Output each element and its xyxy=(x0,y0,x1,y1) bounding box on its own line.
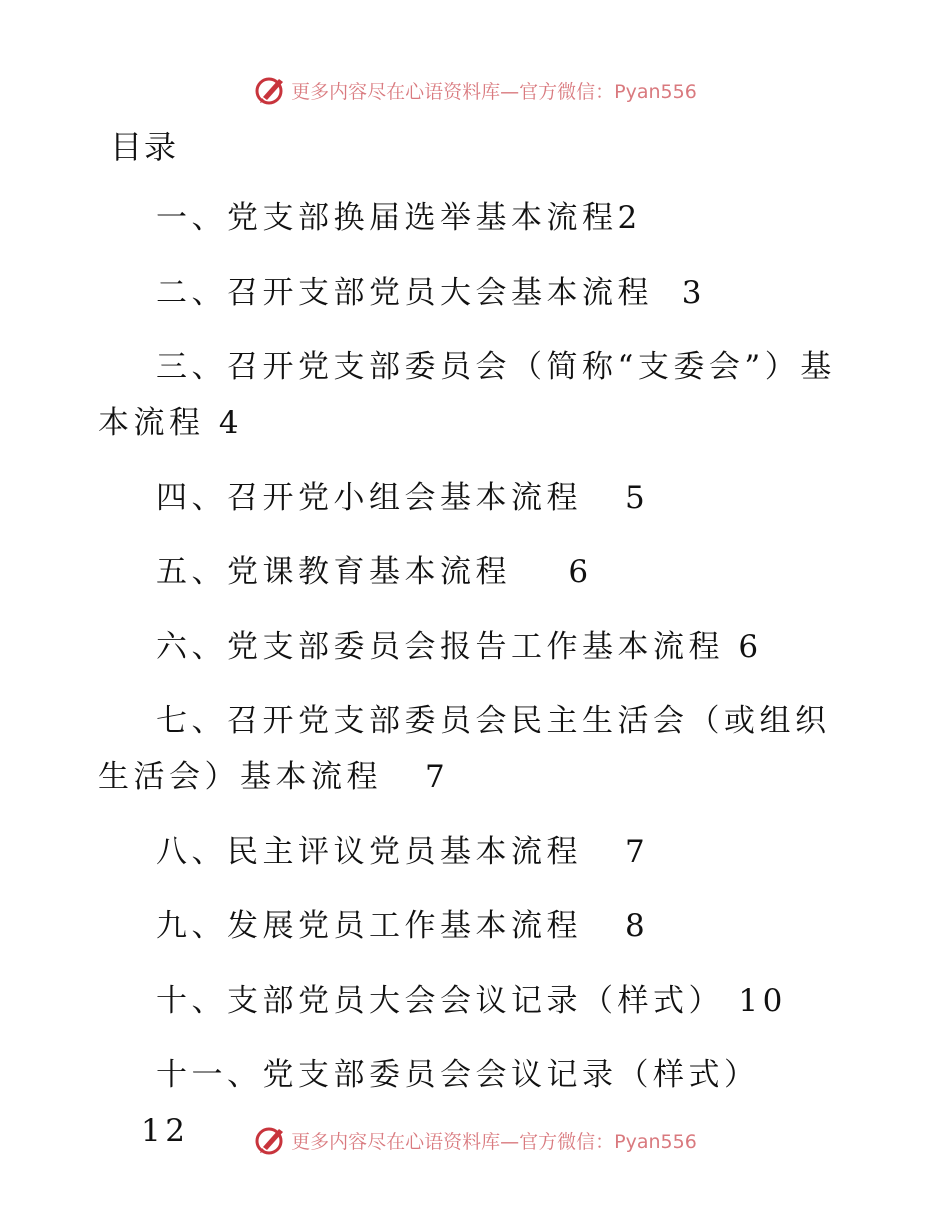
toc-entry-label: 八、民主评议党员基本流程 xyxy=(156,833,582,870)
toc-entry xyxy=(98,544,838,600)
toc-entry-label: 二、召开支部党员大会基本流程 xyxy=(156,274,653,311)
toc-entry xyxy=(98,824,838,880)
toc-title: 目录 xyxy=(110,128,179,166)
toc-entry-label: 九、发展党员工作基本流程 xyxy=(156,908,582,944)
pen-seal-logo-icon xyxy=(253,73,287,107)
toc-entry xyxy=(98,973,838,1029)
toc-entry-page-number: 8 xyxy=(582,908,650,944)
toc-entry-label: 十一、党支部委员会会议记录（样式） xyxy=(156,1057,760,1093)
toc-entry-page-number: 3 xyxy=(653,274,706,311)
toc-entry xyxy=(98,619,838,675)
toc-entry xyxy=(98,693,838,805)
toc-entry-page-number: 12 xyxy=(98,1113,190,1149)
watermark-footer xyxy=(0,1120,950,1160)
toc-entry-page-number: 10 xyxy=(724,982,787,1019)
pen-seal-logo-icon xyxy=(253,1123,287,1157)
toc-entry-label: 十、支部党员大会会议记录（样式） xyxy=(156,982,724,1019)
toc-entry xyxy=(98,470,838,526)
toc-entry xyxy=(98,898,838,954)
toc-entry-page-number: 6 xyxy=(724,628,763,665)
toc-entry-page-number: 7 xyxy=(382,759,450,795)
toc-entry-page-number: 6 xyxy=(511,554,593,590)
toc-entry-label: 六、党支部委员会报告工作基本流程 xyxy=(156,628,724,665)
toc-entry-label: 三、召开党支部委员会（简称“支委会”）基本流程 xyxy=(98,349,836,441)
watermark-text: 更多内容尽在心语资料库—官方微信：Pyan556 xyxy=(291,1130,697,1153)
toc-entry-page-number: 7 xyxy=(582,833,650,870)
toc-entry-label: 一、党支部换届选举基本流程 xyxy=(156,200,618,236)
toc-entry xyxy=(98,265,838,321)
toc-entry-page-number: 4 xyxy=(204,405,244,441)
toc-entry-label: 五、党课教育基本流程 xyxy=(156,554,511,590)
toc-entry-page-number: 2 xyxy=(617,200,642,236)
table-of-contents xyxy=(98,190,838,1178)
toc-entry-label: 七、召开党支部委员会民主生活会（或组织生活会）基本流程 xyxy=(98,703,831,795)
watermark-header xyxy=(0,70,950,110)
toc-entry xyxy=(98,339,838,451)
toc-entry-page-number: 5 xyxy=(582,479,650,516)
watermark-text: 更多内容尽在心语资料库—官方微信：Pyan556 xyxy=(291,80,697,103)
toc-entry-label: 四、召开党小组会基本流程 xyxy=(156,479,582,516)
toc-entry xyxy=(98,190,838,246)
